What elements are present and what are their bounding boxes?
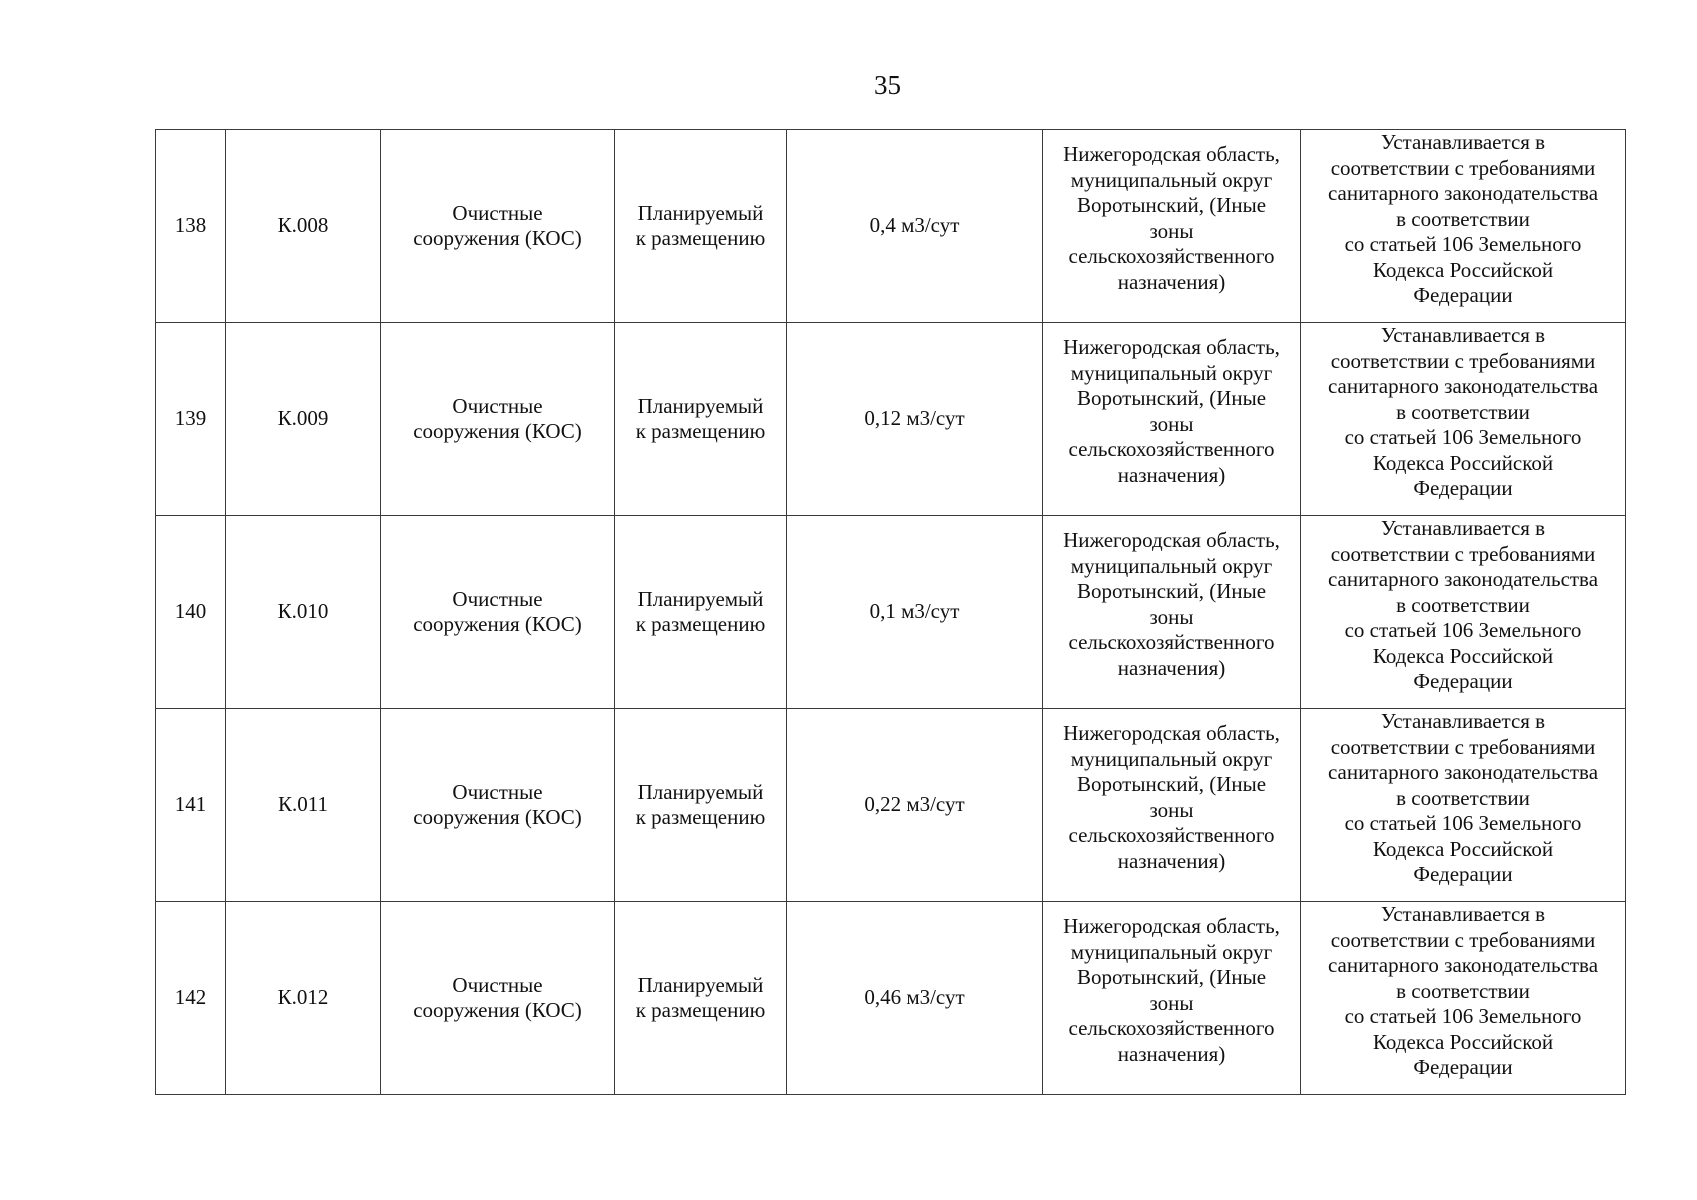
facilities-table	[155, 129, 1626, 1095]
object-code-cell: К.010	[226, 516, 381, 709]
status-cell: Планируемый к размещению	[615, 709, 787, 902]
capacity-cell: 0,46 м3/сут	[787, 902, 1043, 1095]
capacity-cell: 0,1 м3/сут	[787, 516, 1043, 709]
table-row	[156, 902, 1626, 1095]
status-cell: Планируемый к размещению	[615, 130, 787, 323]
requirements-cell: Устанавливается в соответствии с требованиями санитарного законодательства в соответствии со статьей 106 Земельного Кодекса Российской Федерации	[1301, 516, 1626, 709]
row-number-cell: 142	[156, 902, 226, 1095]
row-number-cell: 141	[156, 709, 226, 902]
object-name-cell: Очистные сооружения (КОС)	[381, 130, 615, 323]
object-code-cell: К.008	[226, 130, 381, 323]
table-row	[156, 709, 1626, 902]
capacity-cell: 0,12 м3/сут	[787, 323, 1043, 516]
requirements-cell: Устанавливается в соответствии с требованиями санитарного законодательства в соответствии со статьей 106 Земельного Кодекса Российской Федерации	[1301, 323, 1626, 516]
location-cell: Нижегородская область, муниципальный округ Воротынский, (Иные зоны сельскохозяйственного назначения)	[1043, 902, 1301, 1095]
row-number-cell: 140	[156, 516, 226, 709]
location-cell: Нижегородская область, муниципальный округ Воротынский, (Иные зоны сельскохозяйственного назначения)	[1043, 709, 1301, 902]
object-code-cell: К.009	[226, 323, 381, 516]
object-name-cell: Очистные сооружения (КОС)	[381, 516, 615, 709]
requirements-cell: Устанавливается в соответствии с требованиями санитарного законодательства в соответствии со статьей 106 Земельного Кодекса Российской Федерации	[1301, 902, 1626, 1095]
status-cell: Планируемый к размещению	[615, 323, 787, 516]
object-code-cell: К.012	[226, 902, 381, 1095]
row-number-cell: 139	[156, 323, 226, 516]
capacity-cell: 0,22 м3/сут	[787, 709, 1043, 902]
object-name-cell: Очистные сооружения (КОС)	[381, 709, 615, 902]
capacity-cell: 0,4 м3/сут	[787, 130, 1043, 323]
status-cell: Планируемый к размещению	[615, 902, 787, 1095]
page-number: 35	[874, 70, 901, 100]
requirements-cell: Устанавливается в соответствии с требованиями санитарного законодательства в соответствии со статьей 106 Земельного Кодекса Российской Федерации	[1301, 130, 1626, 323]
location-cell: Нижегородская область, муниципальный округ Воротынский, (Иные зоны сельскохозяйственного назначения)	[1043, 323, 1301, 516]
object-name-cell: Очистные сооружения (КОС)	[381, 902, 615, 1095]
object-code-cell: К.011	[226, 709, 381, 902]
location-cell: Нижегородская область, муниципальный округ Воротынский, (Иные зоны сельскохозяйственного назначения)	[1043, 516, 1301, 709]
table-row	[156, 516, 1626, 709]
row-number-cell: 138	[156, 130, 226, 323]
location-cell: Нижегородская область, муниципальный округ Воротынский, (Иные зоны сельскохозяйственного назначения)	[1043, 130, 1301, 323]
requirements-cell: Устанавливается в соответствии с требованиями санитарного законодательства в соответствии со статьей 106 Земельного Кодекса Российской Федерации	[1301, 709, 1626, 902]
status-cell: Планируемый к размещению	[615, 516, 787, 709]
table-row	[156, 130, 1626, 323]
object-name-cell: Очистные сооружения (КОС)	[381, 323, 615, 516]
table-row	[156, 323, 1626, 516]
